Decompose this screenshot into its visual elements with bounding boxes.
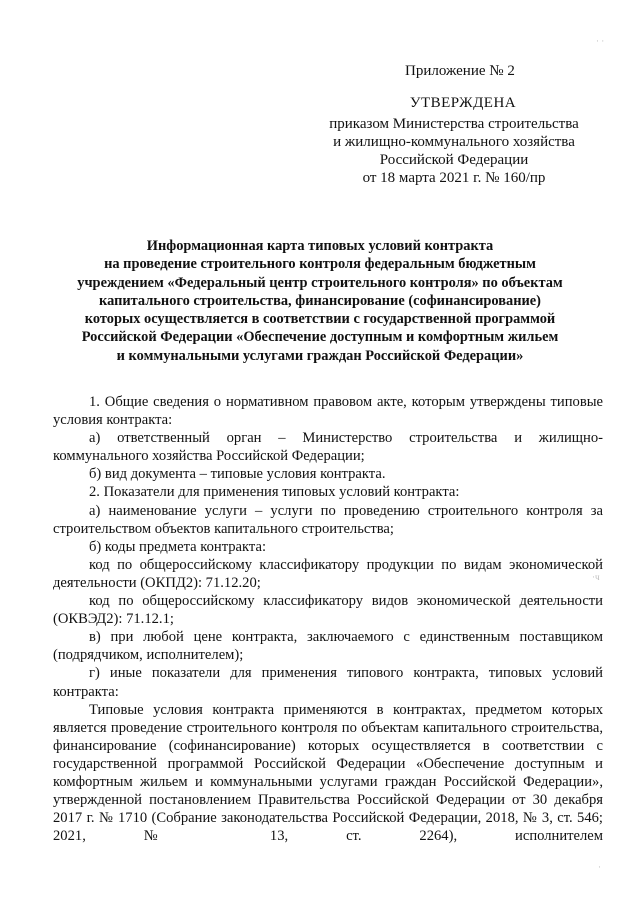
paragraph-section-1: 1. Общие сведения о нормативном правовом акте, которым утверждены типовые условия контракта: bbox=[53, 394, 603, 429]
paragraph-2g: г) иные показатели для применения типового контракта, типовых условий контракта: bbox=[53, 665, 603, 700]
paragraph-2v: в) при любой цене контракта, заключаемого с единственным поставщиком (подрядчиком, исполнителем); bbox=[53, 629, 603, 664]
paragraph-okpd2: код по общероссийскому классификатору продукции по видам экономической деятельности (ОКПД2): 71.12.20; bbox=[53, 556, 603, 591]
scan-speck: ·ч bbox=[592, 572, 600, 582]
document-title bbox=[60, 237, 580, 365]
order-line: Российской Федерации bbox=[379, 152, 529, 168]
paragraph-application: Типовые условия контракта применяются в контрактах, предметом которых является проведение строительного контроля по объектам капитального строительства, финансирование (софинансирование) которых осуществляется в соответствии с государственной программой Российской Федерации «Обеспечение доступным и комфортным жильем и коммунальными услугами граждан Российской Федерации», утвержденной постановлением Правительства Российской Федерации от 30 декабря 2017 г. № 1710 (Собрание законодательства Российской Федерации, 2018, № 3, ст. 546; 2021, № 13, ст. 2264), исполнителем bbox=[53, 701, 603, 845]
order-line: и жилищно-коммунального хозяйства bbox=[333, 134, 575, 150]
title-line: Российской Федерации «Обеспечение доступным и комфортным жильем bbox=[81, 329, 559, 346]
title-line: и коммунальными услугами граждан Российской Федерации» bbox=[116, 347, 524, 364]
paragraph-2b: б) коды предмета контракта: bbox=[89, 538, 267, 555]
order-line: от 18 марта 2021 г. № 160/пр bbox=[362, 170, 546, 186]
title-line: капитального строительства, финансирование (софинансирование) bbox=[99, 292, 541, 309]
scan-speck: · · bbox=[596, 36, 605, 46]
approval-block bbox=[300, 94, 608, 187]
paragraph-2a: а) наименование услуги – услуги по проведению строительного контроля за строительством объектов капитального строительства; bbox=[53, 502, 603, 537]
paragraph-1a: а) ответственный орган – Министерство строительства и жилищно-коммунального хозяйства Российской Федерации; bbox=[53, 430, 603, 465]
paragraph-okved2: код по общероссийскому классификатору видов экономической деятельности (ОКВЭД2): 71.12.1; bbox=[53, 593, 603, 628]
scan-speck: · bbox=[598, 862, 601, 872]
title-line: на проведение строительного контроля федеральным бюджетным bbox=[104, 256, 536, 273]
appendix-label: Приложение № 2 bbox=[405, 63, 515, 79]
title-line: учреждением «Федеральный центр строительного контроля» по объектам bbox=[77, 274, 563, 291]
title-line: Информационная карта типовых условий контракта bbox=[146, 238, 494, 254]
document-body bbox=[53, 393, 603, 845]
paragraph-section-2: 2. Показатели для применения типовых условий контракта: bbox=[89, 484, 460, 501]
paragraph-1b: б) вид документа – типовые условия контракта. bbox=[89, 466, 386, 483]
order-line: приказом Министерства строительства bbox=[329, 116, 579, 132]
approved-stamp-text: УТВЕРЖДЕНА bbox=[409, 95, 517, 111]
title-line: которых осуществляется в соответствии с государственной программой bbox=[84, 311, 556, 328]
